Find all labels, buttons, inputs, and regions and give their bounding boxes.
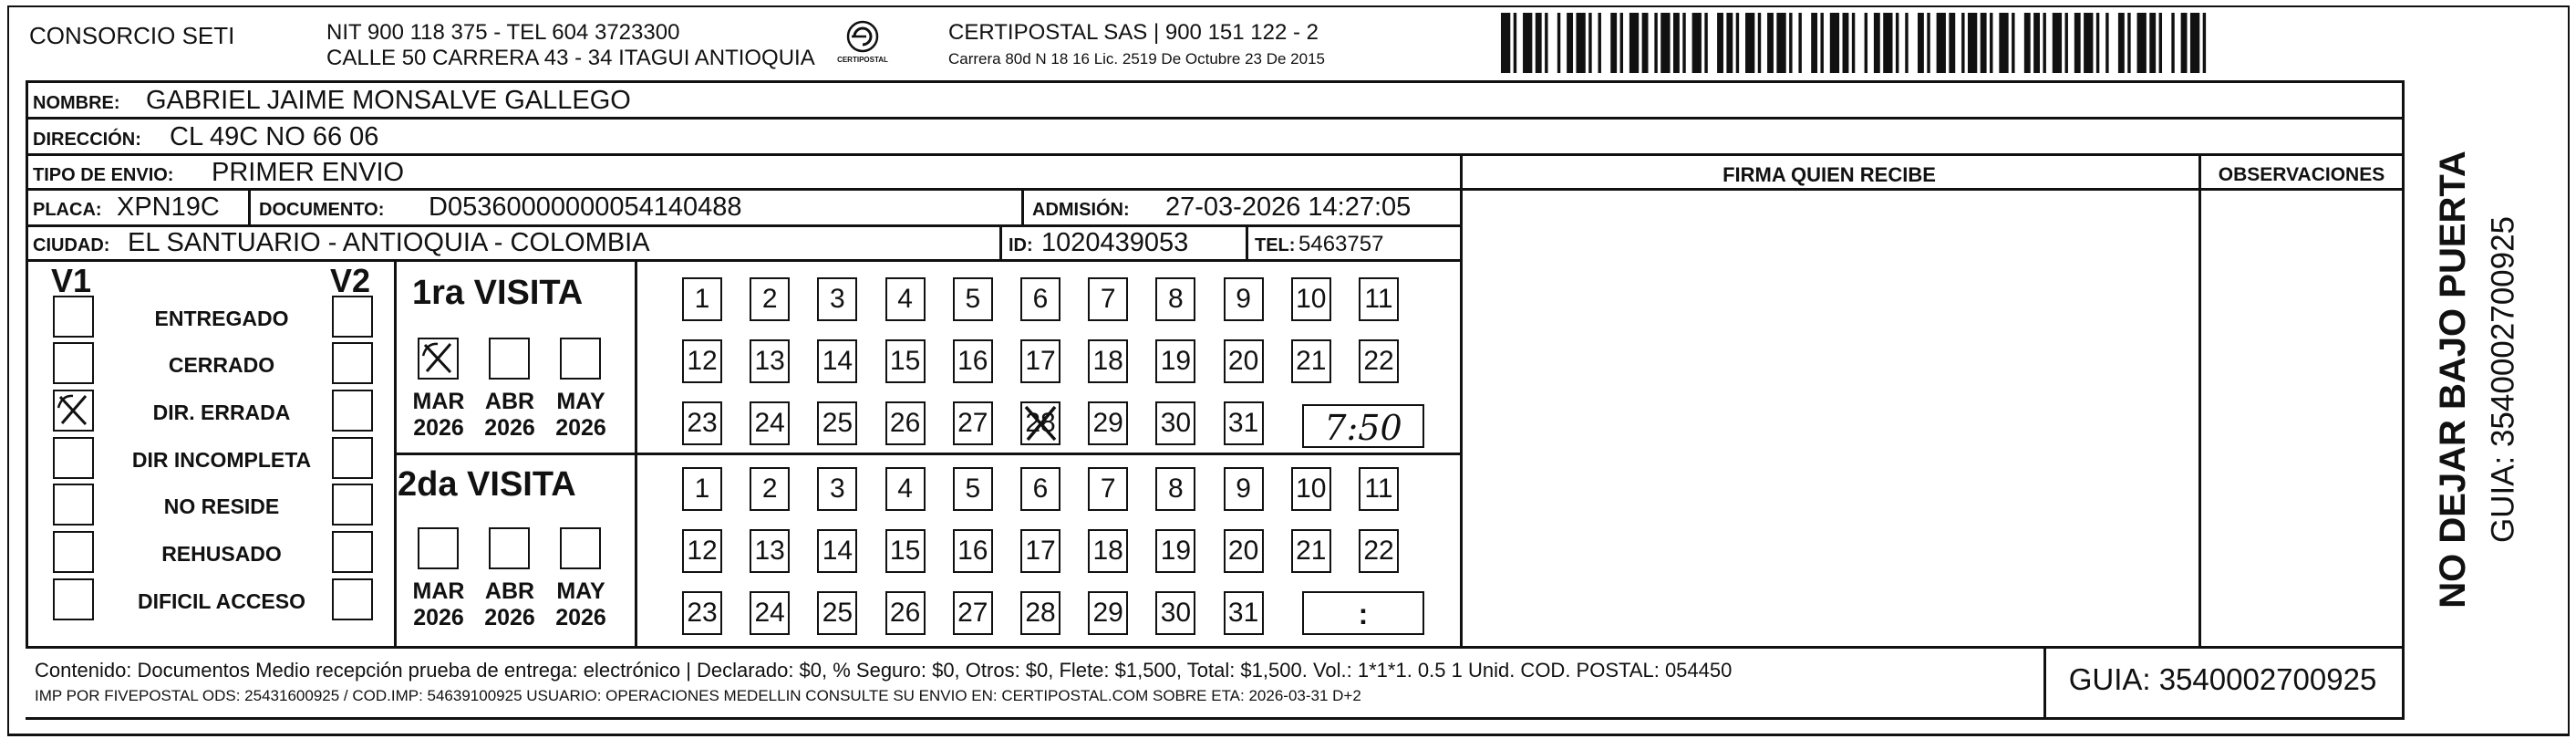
month-label: MAY 2026	[555, 389, 606, 441]
carrier-address: Carrera 80d N 18 16 Lic. 2519 De Octubre 23 De 2015	[948, 50, 1325, 68]
consortium-address: CALLE 50 CARRERA 43 - 34 ITAGUI ANTIOQUIA	[326, 46, 815, 70]
day-cell[interactable]: 10	[1291, 277, 1331, 321]
day-cell[interactable]: 12	[682, 339, 722, 383]
day-cell[interactable]: 29	[1088, 401, 1128, 445]
city: EL SANTUARIO - ANTIOQUIA - COLOMBIA	[128, 228, 650, 257]
signature-title: FIRMA QUIEN RECIBE	[1723, 163, 1936, 186]
status-option-label: REHUSADO	[161, 542, 282, 566]
top-rule	[7, 5, 2570, 7]
plate: XPN19C	[117, 193, 220, 222]
plate-divider	[248, 188, 251, 224]
bottom-rule	[7, 734, 2570, 736]
carrier-name: CERTIPOSTAL SAS | 900 151 122 - 2	[948, 20, 1319, 45]
month-checkbox[interactable]	[489, 338, 530, 380]
status-option-label: ENTREGADO	[154, 307, 289, 330]
signature-header-line	[1460, 188, 2405, 191]
status-v1-checkbox[interactable]	[53, 390, 94, 432]
status-v2-checkbox[interactable]	[332, 342, 373, 384]
day-cell[interactable]: 29	[1088, 591, 1128, 635]
logo-wordmark: CERTIPOSTAL	[837, 56, 888, 64]
day-cell[interactable]: 25	[817, 401, 857, 445]
month-label: ABR 2026	[484, 389, 535, 441]
footer-content: Contenido: Documentos Medio recepción prueba de entrega: electrónico | Declarado: $0, % Seguro: $0, Otros: $0, Flete: $1,500, Total: $1,500. Vol.: 1*1*1. 0.5 1 Unid. COD. POSTAL: 054450	[35, 659, 1733, 682]
month-checkbox[interactable]	[489, 527, 530, 569]
month-checkbox[interactable]	[560, 338, 601, 380]
id-number: 1020439053	[1041, 228, 1189, 257]
day-cell[interactable]: 15	[885, 339, 926, 383]
day-cell[interactable]: 5	[953, 277, 993, 321]
day-cell[interactable]: 22	[1359, 529, 1399, 573]
day-cell[interactable]: 2	[750, 277, 790, 321]
shipment-type: PRIMER ENVIO	[212, 158, 405, 187]
day-cell[interactable]: 1	[682, 277, 722, 321]
tel-label: TEL:	[1255, 235, 1296, 255]
day-cell[interactable]: 23	[682, 401, 722, 445]
row-line-5	[26, 259, 1463, 262]
status-v1-checkbox[interactable]	[53, 531, 94, 573]
status-option-label: DIR INCOMPLETA	[131, 448, 312, 472]
recipient-name: GABRIEL JAIME MONSALVE GALLEGO	[146, 86, 631, 115]
v2-label: V2	[330, 262, 371, 299]
day-cell[interactable]: 18	[1088, 529, 1128, 573]
day-cell[interactable]: 22	[1359, 339, 1399, 383]
table-top	[26, 80, 2405, 83]
consortium-nit: NIT 900 118 375 - TEL 604 3723300	[326, 20, 680, 45]
month-checkbox[interactable]	[560, 527, 601, 569]
table-left-edge	[26, 80, 28, 648]
document-number: D05360000000054140488	[429, 193, 742, 222]
month-label: MAY 2026	[555, 578, 606, 630]
visit2-time: :	[1358, 598, 1369, 630]
day-cell[interactable]: 21	[1291, 529, 1331, 573]
day-cell[interactable]: 23	[682, 591, 722, 635]
visit1-title: 1ra VISITA	[412, 274, 584, 312]
day-cell[interactable]: 10	[1291, 467, 1331, 511]
day-cell[interactable]: 19	[1155, 529, 1195, 573]
day-cell[interactable]: 12	[682, 529, 722, 573]
day-cell[interactable]: 6	[1020, 467, 1060, 511]
month-checkbox[interactable]	[418, 338, 459, 380]
day-cell[interactable]: 19	[1155, 339, 1195, 383]
day-cell[interactable]: 24	[750, 401, 790, 445]
month-label: MAR 2026	[412, 389, 465, 441]
day-cell[interactable]: 3	[817, 467, 857, 511]
signature-left-edge	[1460, 153, 1463, 648]
document-label: DOCUMENTO:	[259, 200, 385, 220]
day-cell[interactable]: 24	[750, 591, 790, 635]
day-cell[interactable]: 11	[1359, 277, 1399, 321]
day-cell[interactable]: 17	[1020, 339, 1060, 383]
id-label: ID:	[1009, 235, 1033, 255]
day-cell[interactable]: 18	[1088, 339, 1128, 383]
footer-imp: IMP POR FIVEPOSTAL ODS: 25431600925 / COD.IMP: 54639100925 USUARIO: OPERACIONES MEDELLIN CONSULTE SU ENVIO EN: CERTIPOSTAL.COM SOBRE ETA: 2026-03-31 D+2	[35, 687, 1361, 704]
recipient-address: CL 49C NO 66 06	[170, 122, 379, 151]
footer-top-line	[26, 646, 2405, 649]
footer-guia: GUIA: 3540002700925	[2068, 662, 2377, 696]
observations-title: OBSERVACIONES	[2218, 164, 2385, 185]
shipment-type-label: TIPO DE ENVIO:	[33, 165, 174, 185]
tel-divider	[1246, 224, 1248, 259]
day-cell[interactable]: 13	[750, 339, 790, 383]
status-option-label: CERRADO	[168, 353, 275, 377]
day-cell[interactable]: 30	[1155, 401, 1195, 445]
day-cell[interactable]: 25	[817, 591, 857, 635]
address-label: DIRECCIÓN:	[33, 130, 141, 150]
side-guia: GUIA: 3540002700925	[2485, 215, 2521, 544]
day-cell[interactable]: 8	[1155, 467, 1195, 511]
side-warning: NO DEJAR BAJO PUERTA	[2433, 151, 2473, 609]
plate-label: PLACA:	[33, 200, 102, 220]
status-v2-checkbox[interactable]	[332, 531, 373, 573]
visit1-time: 7:50	[1324, 408, 1402, 448]
day-cell[interactable]: 3	[817, 277, 857, 321]
day-cell[interactable]: 14	[817, 529, 857, 573]
day-cell[interactable]: 8	[1155, 277, 1195, 321]
right-rule	[2568, 5, 2570, 735]
day-cell[interactable]: 21	[1291, 339, 1331, 383]
admission-datetime: 27-03-2026 14:27:05	[1165, 193, 1412, 222]
status-option-label: DIFICIL ACCESO	[137, 589, 305, 613]
status-v1-checkbox[interactable]	[53, 342, 94, 384]
month-label: ABR 2026	[484, 578, 535, 630]
status-option-label: DIR. ERRADA	[152, 401, 291, 424]
day-cell[interactable]: 9	[1224, 277, 1264, 321]
status-v2-checkbox[interactable]	[332, 578, 373, 620]
day-cell[interactable]: 31	[1224, 591, 1264, 635]
visit2-time-box[interactable]	[1302, 591, 1424, 635]
day-cell[interactable]: 7	[1088, 467, 1128, 511]
day-cell[interactable]: 31	[1224, 401, 1264, 445]
status-v2-checkbox[interactable]	[332, 390, 373, 432]
visit-separator	[394, 453, 1463, 455]
id-divider	[999, 224, 1002, 259]
day-cell[interactable]: 28	[1020, 591, 1060, 635]
day-cell[interactable]: 15	[885, 529, 926, 573]
status-v1-checkbox[interactable]	[53, 578, 94, 620]
visit1-time-box[interactable]	[1302, 404, 1424, 448]
row-line-1	[26, 117, 2405, 120]
day-cell[interactable]: 27	[953, 401, 993, 445]
day-cell[interactable]: 11	[1359, 467, 1399, 511]
table-right-edge	[2402, 80, 2405, 719]
day-cell[interactable]: 20	[1224, 529, 1264, 573]
certipostal-logo	[833, 16, 892, 71]
barcode	[1501, 13, 2212, 73]
day-cell[interactable]: 5	[953, 467, 993, 511]
footer-bottom-line	[26, 717, 2405, 720]
day-cell[interactable]: 26	[885, 591, 926, 635]
day-cell[interactable]: 1	[682, 467, 722, 511]
status-v2-checkbox[interactable]	[332, 484, 373, 526]
row-line-3	[26, 188, 1463, 191]
day-cell[interactable]: 27	[953, 591, 993, 635]
day-cell[interactable]: 16	[953, 529, 993, 573]
status-v1-checkbox[interactable]	[53, 437, 94, 479]
day-cell[interactable]: 4	[885, 467, 926, 511]
visit2-title: 2da VISITA	[398, 465, 576, 504]
day-cell[interactable]: 4	[885, 277, 926, 321]
status-v2-checkbox[interactable]	[332, 437, 373, 479]
month-checkbox[interactable]	[418, 527, 459, 569]
day-cell[interactable]: 6	[1020, 277, 1060, 321]
status-v1-checkbox[interactable]	[53, 484, 94, 526]
day-cell[interactable]: 26	[885, 401, 926, 445]
day-cell[interactable]: 28	[1020, 401, 1060, 445]
day-cell[interactable]: 2	[750, 467, 790, 511]
tel-number: 5463757	[1298, 232, 1384, 256]
consortium-name: CONSORCIO SETI	[29, 22, 235, 49]
day-cell[interactable]: 20	[1224, 339, 1264, 383]
v1-label: V1	[51, 262, 92, 299]
day-cell[interactable]: 14	[817, 339, 857, 383]
status-option-label: NO RESIDE	[163, 494, 280, 518]
status-v2-checkbox[interactable]	[332, 296, 373, 338]
left-rule	[7, 5, 9, 735]
admission-divider	[1021, 188, 1024, 224]
status-v1-checkbox[interactable]	[53, 296, 94, 338]
city-label: CIUDAD:	[33, 235, 110, 255]
day-cell[interactable]: 9	[1224, 467, 1264, 511]
day-cell[interactable]: 30	[1155, 591, 1195, 635]
day-cell[interactable]: 13	[750, 529, 790, 573]
day-cell[interactable]: 16	[953, 339, 993, 383]
day-cell[interactable]: 7	[1088, 277, 1128, 321]
month-label: MAR 2026	[412, 578, 465, 630]
observations-left-edge	[2198, 153, 2201, 648]
day-cell[interactable]: 17	[1020, 529, 1060, 573]
row-line-2	[26, 153, 2405, 156]
admission-label: ADMISIÓN:	[1032, 200, 1130, 220]
name-label: NOMBRE:	[33, 93, 120, 113]
